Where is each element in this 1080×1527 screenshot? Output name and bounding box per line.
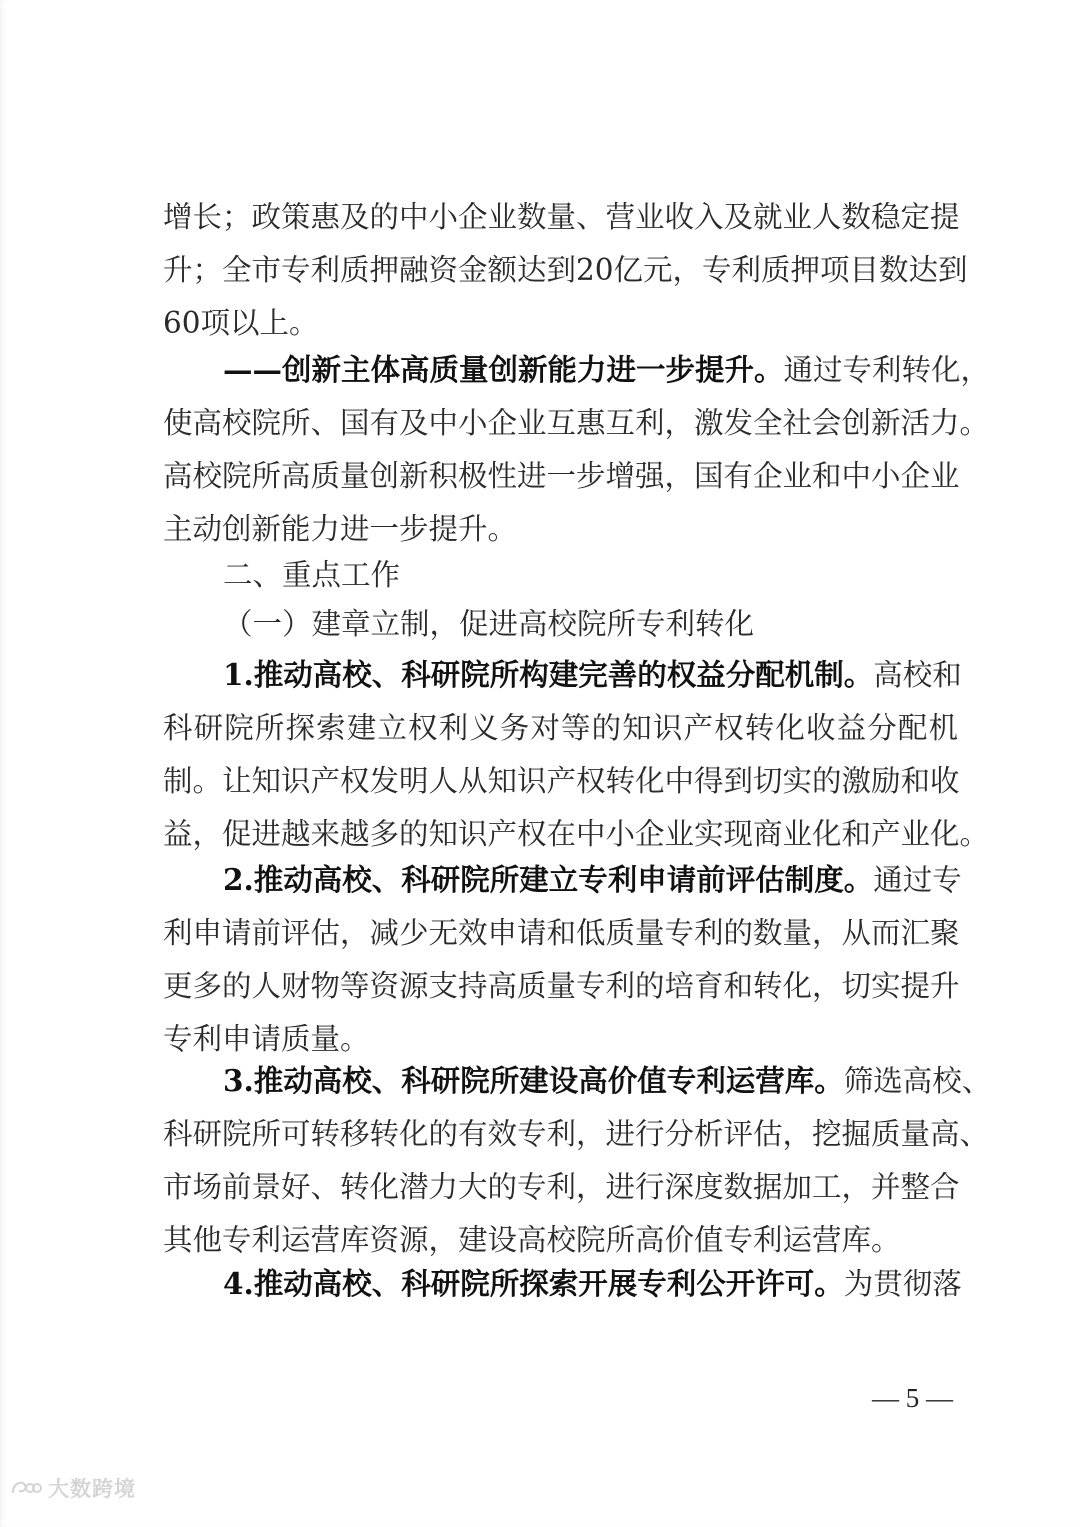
line-rest: 为贯彻落 — [843, 1267, 962, 1301]
text-line: 利申请前评估，减少无效申请和低质量专利的数量，从而汇聚 — [163, 916, 960, 950]
bold-lead: 4.推动高校、科研院所探索开展专利公开许可。 — [223, 1266, 844, 1301]
text-line: 益，促进越来越多的知识产权在中小企业实现商业化和产业化。 — [163, 817, 990, 851]
text-line: 制。让知识产权发明人从知识产权转化中得到切实的激励和收 — [163, 764, 960, 798]
text-line — [223, 345, 991, 395]
bold-lead: ——创新主体高质量创新能力进一步提升。 — [223, 352, 784, 387]
line-rest: 高校和 — [873, 658, 962, 692]
line-rest: 通过专利转化， — [783, 353, 991, 387]
text-line: 升；全市专利质押融资金额达到20亿元，专利质押项目数达到 — [163, 253, 968, 287]
text-line: 市场前景好、转化潜力大的专利，进行深度数据加工，并整合 — [163, 1170, 960, 1204]
bold-lead: 2.推动高校、科研院所建立专利申请前评估制度。 — [223, 862, 874, 897]
text-line — [223, 650, 962, 700]
text-line: 其他专利运营库资源，建设高校院所高价值专利运营库。 — [163, 1223, 901, 1257]
text-line: 增长；政策惠及的中小企业数量、营业收入及就业人数稳定提 — [163, 200, 960, 234]
line-rest: 通过专 — [873, 863, 962, 897]
text-line: 科研院所探索建立权利义务对等的知识产权转化收益分配机 — [163, 711, 958, 745]
bold-lead: 1.推动高校、科研院所构建完善的权益分配机制。 — [223, 657, 874, 692]
text-line: 专利申请质量。 — [163, 1022, 370, 1056]
text-line: 高校院所高质量创新积极性进一步增强，国有企业和中小企业 — [163, 459, 960, 493]
subsection-heading: （一）建章立制，促进高校院所专利转化 — [223, 607, 755, 641]
watermark — [10, 1468, 136, 1508]
text-line: 使高校院所、国有及中小企业互惠互利，激发全社会创新活力。 — [163, 406, 990, 440]
page-number: — 5 — — [872, 1383, 953, 1413]
text-line: 科研院所可转移转化的有效专利，进行分析评估，挖掘质量高、 — [163, 1117, 990, 1151]
text-line — [223, 855, 962, 905]
watermark-logo-icon — [10, 1476, 42, 1500]
watermark-text: 大数跨境 — [48, 1477, 136, 1501]
text-line — [223, 1056, 992, 1106]
line-rest: 筛选高校、 — [843, 1064, 992, 1098]
section-heading: 二、重点工作 — [223, 558, 401, 592]
bold-lead: 3.推动高校、科研院所建设高价值专利运营库。 — [223, 1063, 844, 1098]
text-line — [223, 1259, 962, 1309]
text-line: 主动创新能力进一步提升。 — [163, 512, 518, 546]
text-line: 60项以上。 — [163, 306, 319, 340]
text-line: 更多的人财物等资源支持高质量专利的培育和转化，切实提升 — [163, 969, 960, 1003]
